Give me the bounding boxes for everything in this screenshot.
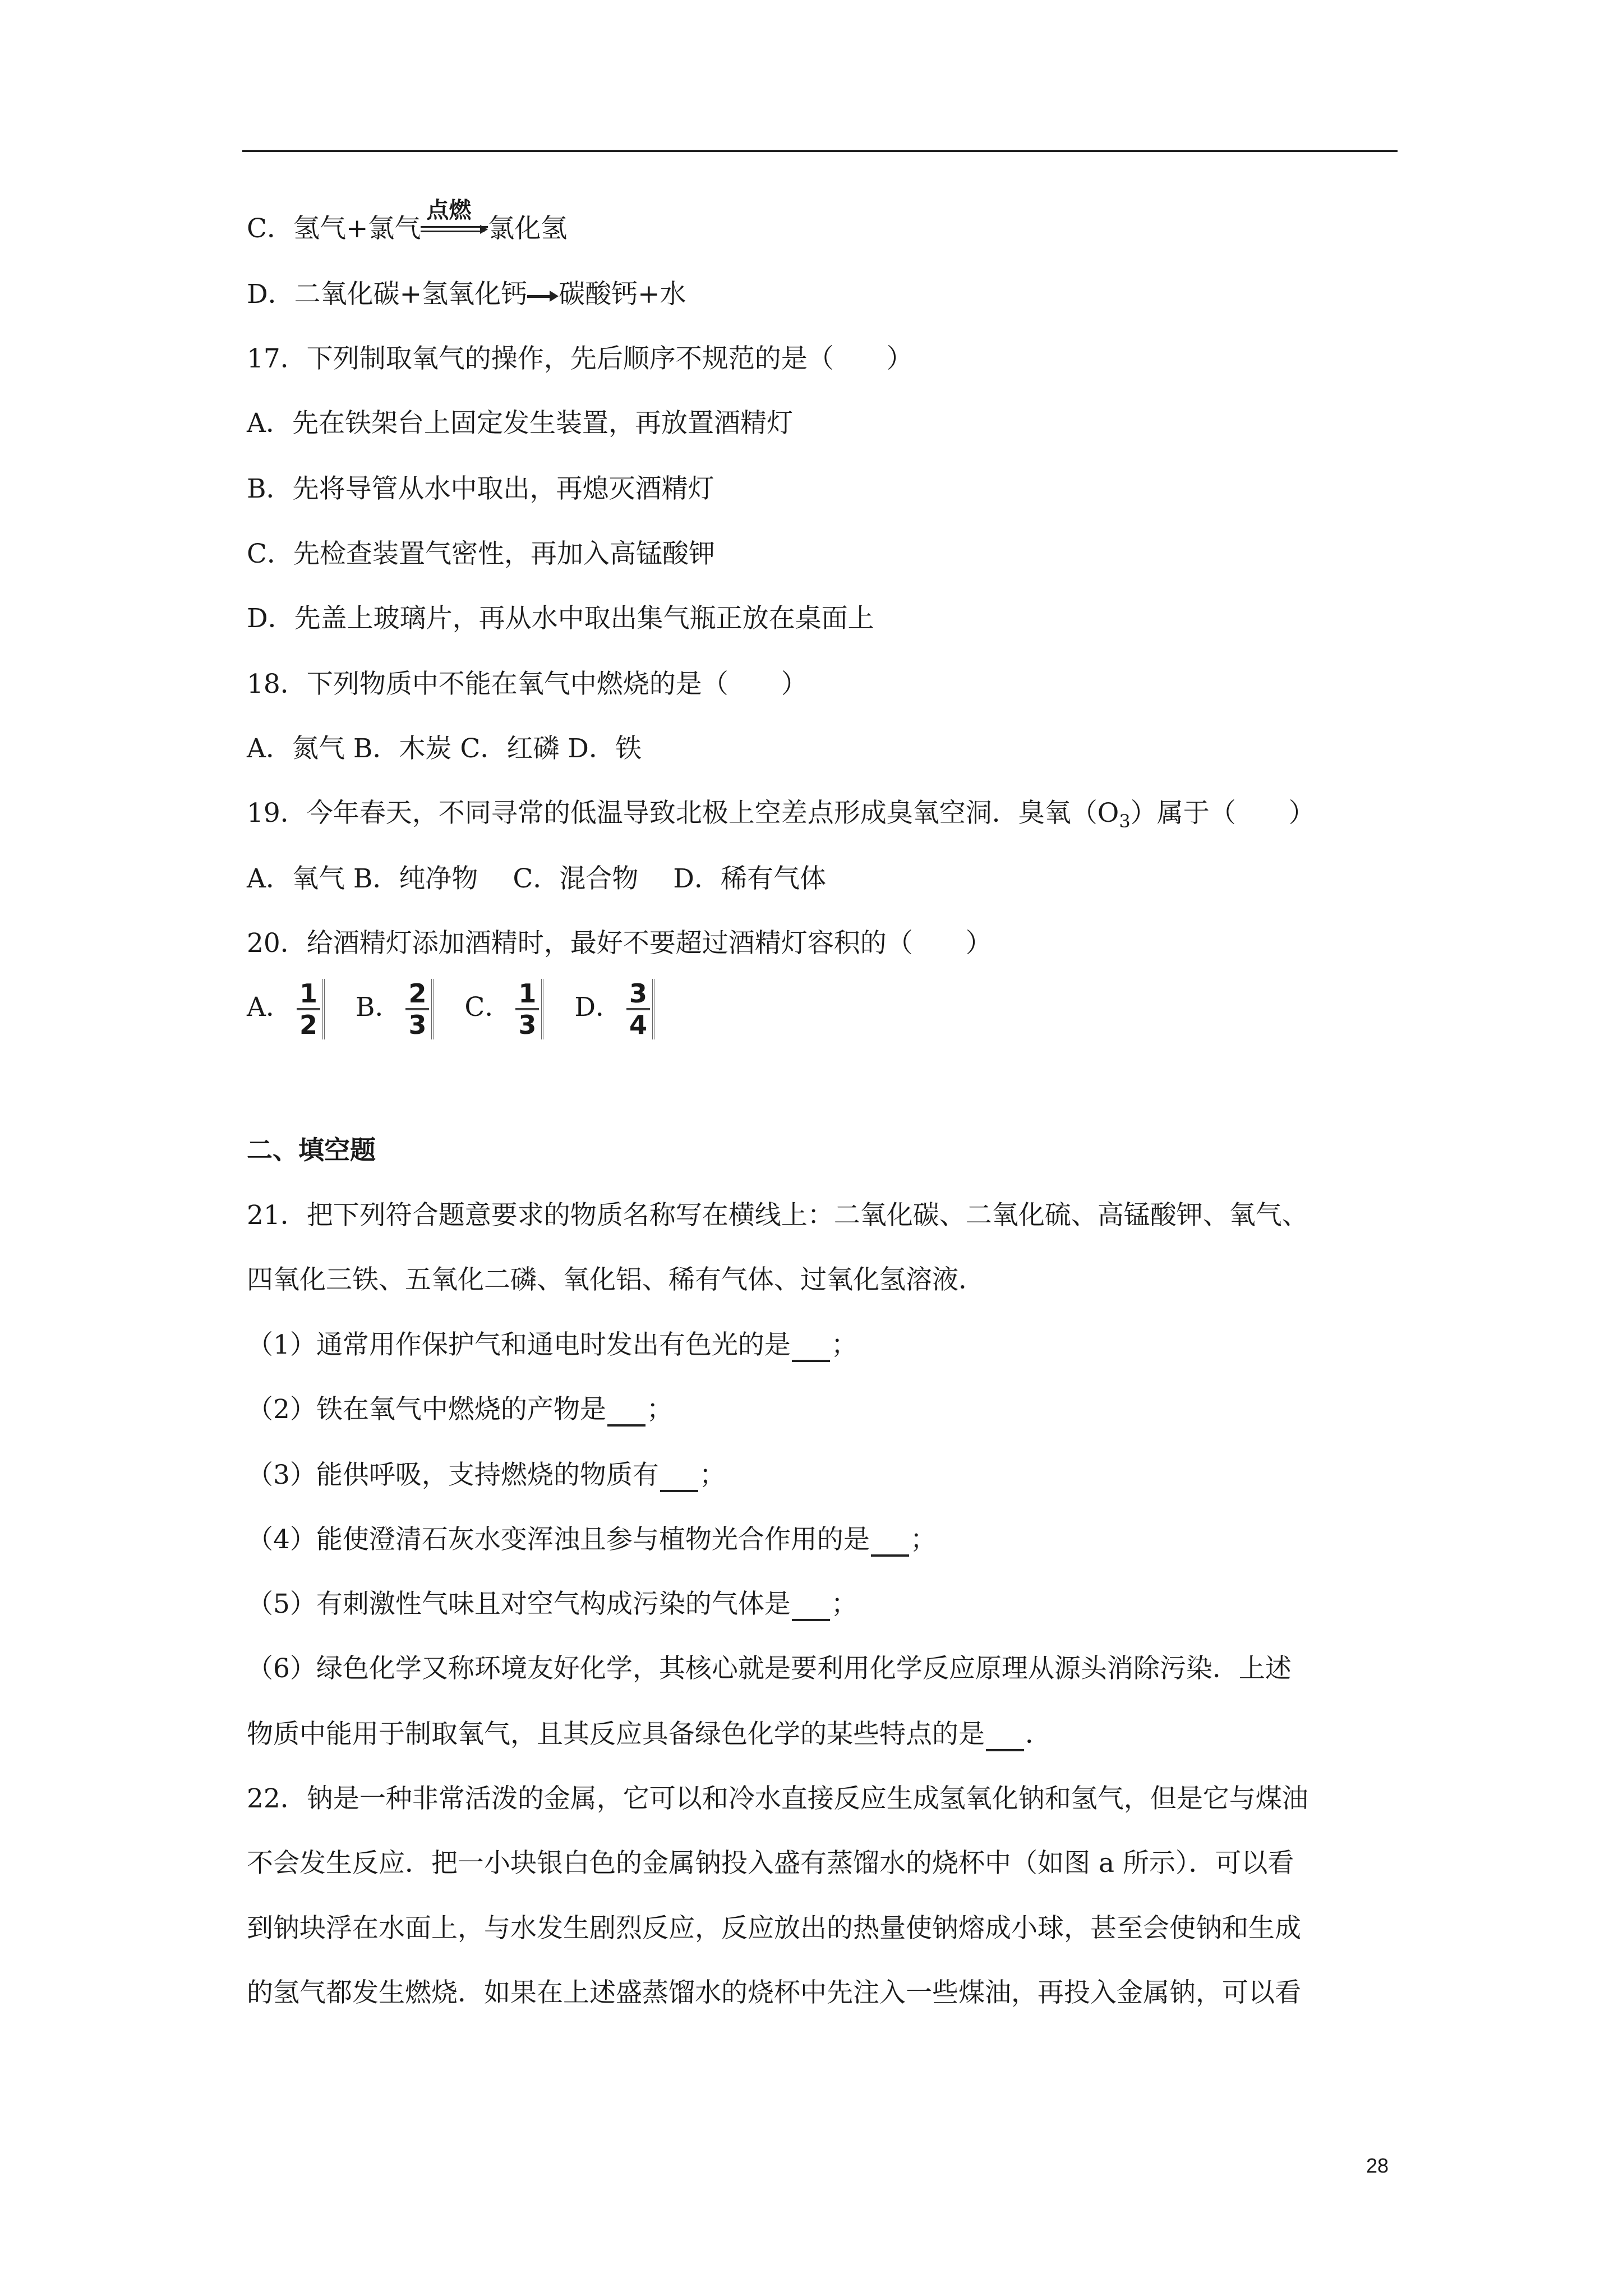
q21-part-5: （5）有刺激性气味且对空气构成污染的气体是 ； [247,1588,857,1621]
q21-part-2: （2）铁在氧气中燃烧的产物是 ； [247,1393,673,1427]
q16-c-reactants: C．氢气+氯气 [247,213,421,244]
ozone-subscript: 3 [1119,811,1131,832]
answer-blank[interactable] [871,1529,909,1557]
q21-part-6-line1: （6）绿色化学又称环境友好化学，其核心就是要利用化学反应原理从源头消除污染．上述 [247,1653,1292,1684]
q17-option-b: B．先将导管从水中取出，再熄灭酒精灯 [247,473,714,504]
q20-stem: 20．给酒精灯添加酒精时，最好不要超过酒精灯容积的（ ） [247,928,992,959]
q16-option-d [247,278,686,311]
q20-option-a-label: A． [247,992,292,1023]
q20-option-d-label: D． [574,992,623,1023]
fraction-two-thirds: $\frac{2}{3}$ [405,979,434,1039]
q17-option-d: D．先盖上玻璃片，再从水中取出集气瓶正放在桌面上 [247,603,874,634]
q17-option-a: A．先在铁架台上固定发生装置，再放置酒精灯 [247,408,793,439]
q20-option-c-label: C． [464,992,511,1023]
answer-blank[interactable] [607,1398,645,1427]
answer-blank[interactable] [660,1464,698,1492]
q22-line4: 的氢气都发生燃烧．如果在上述盛蒸馏水的烧杯中先注入一些煤油，再投入金属钠，可以看 [247,1977,1301,2008]
q18-stem: 18．下列物质中不能在氧气中燃烧的是（ ） [247,669,808,700]
q16-option-c [247,197,568,247]
q18-options: A．氮气 B．木炭 C．红磷 D．铁 [247,733,642,764]
q19-stem: 19．今年春天，不同寻常的低温导致北极上空差点形成臭氧空洞．臭氧$(O_3)$属于（ ） [247,798,1315,832]
q16-d-reactants: D．二氧化碳+氢氧化钙 [247,279,528,310]
q22-line1: 22．钠是一种非常活泼的金属，它可以和冷水直接反应生成氢氧化钠和氢气，但是它与煤油 [247,1783,1308,1814]
q22-line2: 不会发生反应．把一小块银白色的金属钠投入盛有蒸馏水的烧杯中（如图 a 所示）．可以看 [247,1848,1294,1879]
q21-part-6-line2: 物质中能用于制取氧气，且其反应具备绿色化学的某些特点的是 ． [247,1718,1052,1751]
q19-options: A．氧气 B．纯净物 C．混合物 D．稀有气体 [247,863,826,894]
answer-blank[interactable] [986,1723,1024,1751]
page-number: 28 [1366,2154,1389,2177]
ignite-condition-label: 点燃 [426,197,472,223]
q17-option-c: C．先检查装置气密性，再加入高锰酸钾 [247,539,715,569]
q16-c-product: 氯化氢 [488,213,568,244]
fraction-one-half: $\frac{1}{2}$ [297,979,325,1039]
q21-part-3: （3）能供呼吸，支持燃烧的物质有 ； [247,1458,726,1492]
header-rule [242,150,1398,152]
q21-part-4: （4）能使澄清石灰水变浑浊且参与植物光合作用的是 ； [247,1523,937,1557]
q22-line3: 到钠块浮在水面上，与水发生剧烈反应，反应放出的热量使钠熔成小球，甚至会使钠和生成 [247,1913,1301,1944]
fraction-three-quarters: $\frac{3}{4}$ [626,979,654,1039]
ignite-arrow [421,197,488,247]
reaction-arrow-icon [527,288,559,305]
q20-options [247,974,660,1041]
answer-blank[interactable] [792,1593,830,1621]
q21-stem-line2: 四氧化三铁、五氧化二磷、氧化铝、稀有气体、过氧化氢溶液． [247,1264,985,1295]
q16-d-products: 碳酸钙+水 [559,279,686,310]
fraction-one-third: $\frac{1}{3}$ [515,979,543,1039]
q20-option-b-label: B． [355,992,402,1023]
q17-stem: 17．下列制取氧气的操作，先后顺序不规范的是（ ） [247,343,913,374]
q21-stem-line1: 21．把下列符合题意要求的物质名称写在横线上：二氧化碳、二氧化硫、高锰酸钾、氧气、 [247,1200,1308,1231]
answer-blank[interactable] [792,1334,830,1362]
section-heading-fill-in: 二、填空题 [247,1135,376,1165]
q21-part-1: （1）通常用作保护气和通电时发出有色光的是 ； [247,1328,857,1362]
